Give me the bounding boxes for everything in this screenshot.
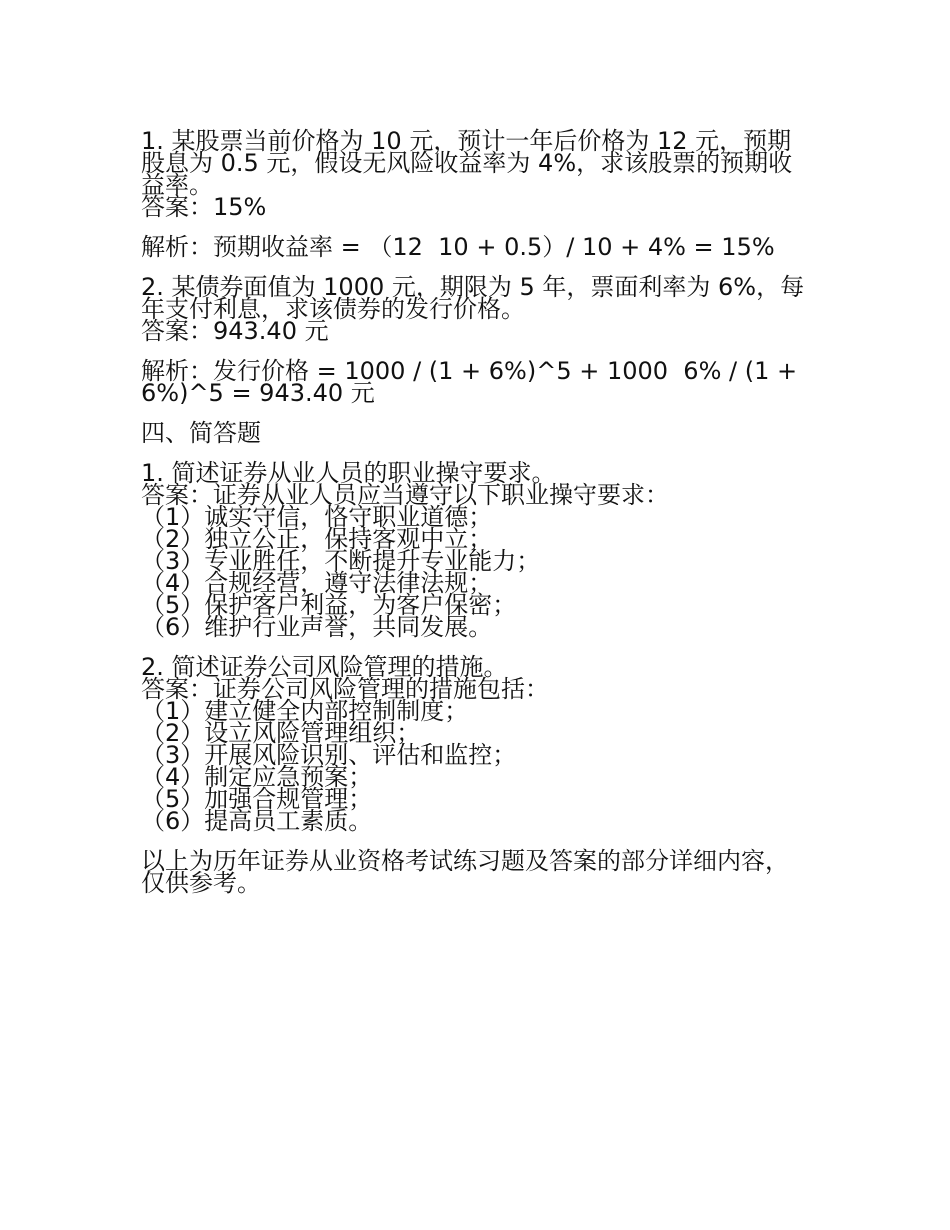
answer-line: 答案：15%	[141, 193, 267, 221]
text-line: 股息为 0.5 元，假设无风险收益率为 4%，求该股票的预期收	[141, 149, 793, 177]
list-item: （3）开展风险识别、评估和监控；	[141, 741, 517, 769]
section-heading	[141, 419, 811, 447]
question-1	[141, 127, 811, 221]
explanation-line: 解析：预期收益率 = （12 10 + 0.5）/ 10 + 4% = 15%	[141, 233, 775, 261]
list-item: （6）提高员工素质。	[141, 807, 373, 835]
question-2-explanation	[141, 357, 811, 407]
list-item: （2）设立风险管理组织；	[141, 719, 421, 747]
list-item: （4）制定应急预案；	[141, 763, 373, 791]
text-line: 1. 某股票当前价格为 10 元，预计一年后价格为 12 元，预期	[141, 127, 792, 155]
question-line: 1. 简述证券从业人员的职业操守要求。	[141, 459, 556, 487]
question-line: 2. 简述证券公司风险管理的措施。	[141, 653, 508, 681]
section-title: 四、简答题	[141, 419, 261, 447]
short-answer-question-2	[141, 653, 811, 835]
list-item: （3）专业胜任，不断提升专业能力；	[141, 547, 541, 575]
list-item: （5）保护客户利益，为客户保密；	[141, 591, 517, 619]
list-item: （6）维护行业声誉，共同发展。	[141, 613, 493, 641]
answer-line: 答案：证券从业人员应当遵守以下职业操守要求：	[141, 481, 669, 509]
document-page	[141, 127, 811, 897]
text-line: 以上为历年证券从业资格考试练习题及答案的部分详细内容，	[141, 847, 789, 875]
list-item: （5）加强合规管理；	[141, 785, 373, 813]
explanation-line: 解析：发行价格 = 1000 / (1 + 6%)^5 + 1000 6% / (1 +	[141, 357, 798, 385]
list-item: （1）建立健全内部控制制度；	[141, 697, 469, 725]
answer-line: 答案：943.40 元	[141, 317, 329, 345]
short-answer-question-1	[141, 459, 811, 641]
list-item: （1）诚实守信，恪守职业道德；	[141, 503, 493, 531]
answer-line: 答案：证券公司风险管理的措施包括：	[141, 675, 549, 703]
explanation-line: 6%)^5 = 943.40 元	[141, 379, 375, 407]
question-2	[141, 273, 811, 345]
text-line: 年支付利息，求该债券的发行价格。	[141, 295, 525, 323]
list-item: （2）独立公正，保持客观中立；	[141, 525, 493, 553]
question-1-explanation	[141, 233, 811, 261]
text-line: 2. 某债券面值为 1000 元，期限为 5 年，票面利率为 6%，每	[141, 273, 805, 301]
text-line: 益率。	[141, 171, 213, 199]
closing-note	[141, 847, 811, 897]
text-line: 仅供参考。	[141, 869, 261, 897]
list-item: （4）合规经营，遵守法律法规；	[141, 569, 493, 597]
